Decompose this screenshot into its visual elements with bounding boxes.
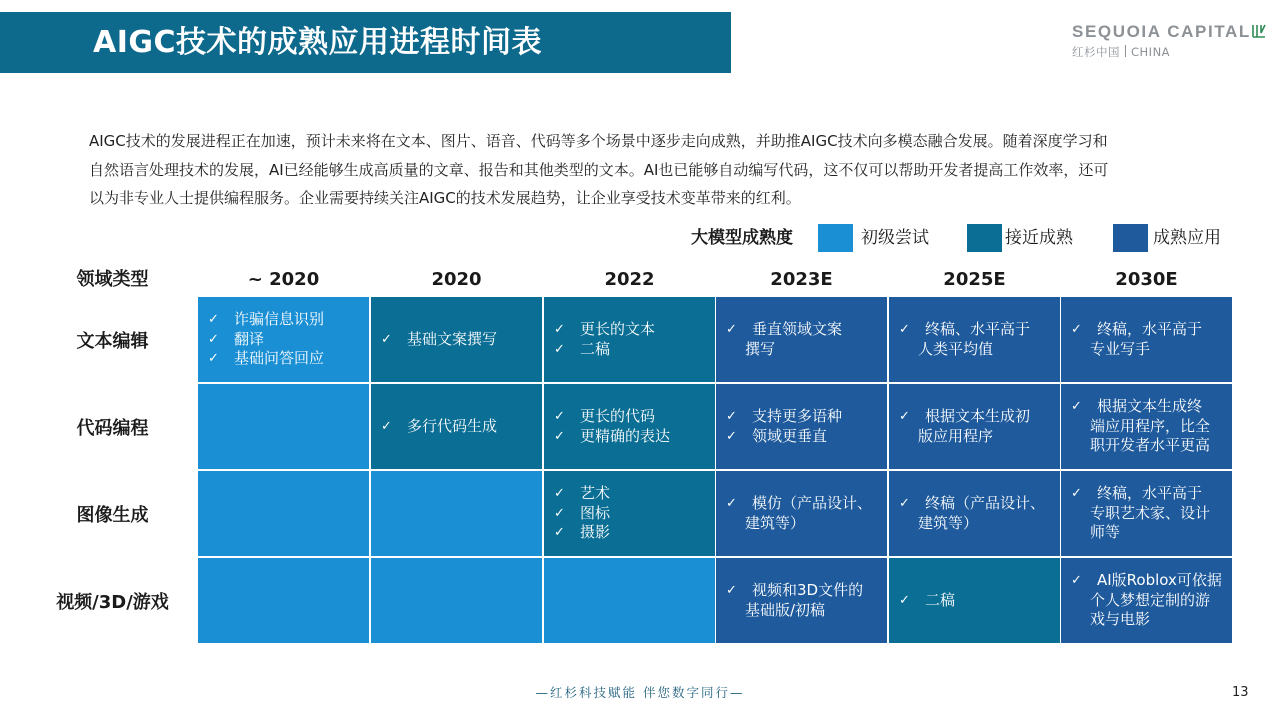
- page-number: 13: [1232, 685, 1249, 700]
- cell-item-text: 领域更垂直: [752, 426, 828, 445]
- row-header: 文本编辑: [76, 330, 149, 352]
- check-icon: ✓: [726, 496, 737, 511]
- cell-item-text: 版应用程序: [918, 426, 994, 445]
- intro-line: 以为非专业人士提供编程服务。企业需要持续关注AIGC的技术发展趋势，让企业享受技术变革带来的红利。: [89, 189, 801, 207]
- table-cell: [1061, 558, 1232, 643]
- legend-swatch-initial: [818, 224, 853, 252]
- row-header: 代码编程: [76, 417, 149, 439]
- cell-item-text: 终稿、水平高于: [925, 320, 1031, 338]
- logo-subtitle: [1072, 44, 1170, 60]
- check-icon: ✓: [899, 592, 910, 608]
- cell-item: [208, 330, 361, 350]
- column-header: 2030E: [1115, 269, 1178, 290]
- legend-swatch-mature: [1113, 224, 1148, 252]
- cell-item: [554, 427, 707, 447]
- cell-item-text: 模仿（产品设计、: [752, 494, 873, 512]
- check-icon: ✓: [899, 322, 910, 337]
- table-cell: [716, 558, 887, 643]
- table-cell: [371, 471, 542, 556]
- table-cell: [889, 471, 1060, 556]
- table-cell: [544, 471, 715, 556]
- cell-item-text: 二稿: [925, 590, 956, 609]
- check-icon: ✓: [726, 428, 737, 444]
- cell-item: [554, 523, 707, 543]
- column-header: 2025E: [943, 269, 1006, 290]
- table-cell: [544, 558, 715, 643]
- cell-item-text: 师等: [1090, 523, 1121, 542]
- cell-item: [1071, 397, 1224, 417]
- title-bar: [0, 12, 731, 73]
- sequoia-logo: [1072, 22, 1262, 62]
- cell-item: [726, 320, 879, 340]
- table-cell: [1061, 384, 1232, 469]
- cell-item: [899, 494, 1052, 514]
- logo-sub-cn: 红杉中国: [1072, 45, 1120, 59]
- table-cell: [716, 384, 887, 469]
- cell-item-text: 终稿（产品设计、: [925, 494, 1046, 512]
- cell-item: [1071, 484, 1224, 504]
- cell-item-text: 终稿，水平高于: [1097, 484, 1203, 503]
- logo-divider: [1125, 45, 1126, 57]
- table-cell: [889, 558, 1060, 643]
- table-cell: [371, 297, 542, 382]
- cell-item: [1071, 417, 1224, 437]
- cell-item: [1071, 504, 1224, 524]
- cell-item: [1071, 571, 1224, 591]
- cell-item: [554, 320, 707, 340]
- cell-item: [554, 407, 707, 427]
- cell-item-text: 撰写: [745, 339, 776, 358]
- check-icon: ✓: [554, 341, 565, 357]
- cell-item-text: 更长的代码: [580, 407, 656, 425]
- cell-item-text: 人类平均值: [918, 339, 994, 358]
- cell-item-text: 建筑等）: [918, 513, 979, 532]
- cell-item-text: 摄影: [580, 523, 611, 542]
- cell-item-text: 更精确的表达: [580, 426, 671, 445]
- cell-item: [726, 494, 879, 514]
- logo-wordmark: SEQUOIA CAPITAL: [1072, 22, 1251, 41]
- row-header: 图像生成: [76, 504, 149, 526]
- table-cell: [716, 471, 887, 556]
- cell-item: [726, 601, 879, 621]
- check-icon: ✓: [726, 322, 737, 337]
- cell-item: [726, 407, 879, 427]
- logo-sub-en: CHINA: [1131, 45, 1171, 59]
- cell-item-text: 图标: [580, 503, 611, 522]
- check-icon: ✓: [726, 409, 737, 424]
- cell-item-text: 翻译: [234, 329, 265, 348]
- legend-label-initial: 初级尝试: [861, 228, 929, 248]
- cell-item-text: 建筑等）: [745, 513, 806, 532]
- cell-item: [554, 504, 707, 524]
- check-icon: ✓: [726, 583, 737, 598]
- cell-item: [726, 514, 879, 534]
- cell-item: [726, 340, 879, 360]
- cell-item-text: 戏与电影: [1090, 610, 1151, 629]
- cell-item-text: 垂直领域文案: [752, 320, 843, 338]
- check-icon: ✓: [208, 312, 219, 328]
- cell-item-text: 终稿，水平高于: [1097, 320, 1203, 338]
- row-header: 视频/3D/游戏: [56, 591, 169, 613]
- cell-item: [381, 417, 534, 437]
- cell-item-text: 基础问答回应: [234, 349, 325, 368]
- table-cell: [198, 558, 369, 643]
- page-title: AIGC技术的成熟应用进程时间表: [93, 25, 543, 60]
- table-cell: [1061, 297, 1232, 382]
- cell-item-text: 基础文案撰写: [407, 329, 498, 348]
- check-icon: ✓: [554, 486, 565, 502]
- cell-item-text: AI版Roblox可依据: [1097, 571, 1222, 590]
- legend-title: 大模型成熟度: [691, 228, 793, 248]
- cell-item: [899, 407, 1052, 427]
- cell-item: [899, 320, 1052, 340]
- check-icon: ✓: [899, 409, 910, 424]
- legend-label-mature: 成熟应用: [1153, 228, 1221, 248]
- legend-swatch-near-mature: [967, 224, 1002, 252]
- cell-item-text: 诈骗信息识别: [234, 310, 325, 329]
- cell-item: [1071, 320, 1224, 340]
- cell-item-text: 艺术: [580, 484, 611, 503]
- cell-item: [726, 427, 879, 447]
- table-cell: [371, 384, 542, 469]
- cell-item-text: 支持更多语种: [752, 407, 843, 425]
- column-header: ~ 2020: [247, 269, 320, 290]
- intro-line: 自然语言处理技术的发展，AI已经能够生成高质量的文章、报告和其他类型的文本。AI也已能够自动编写代码，这不仅可以帮助开发者提高工作效率，还可: [89, 160, 1109, 179]
- cell-item-text: 更长的文本: [580, 320, 656, 338]
- cell-item-text: 二稿: [580, 339, 611, 358]
- cell-item: [208, 310, 361, 330]
- cell-item: [1071, 340, 1224, 360]
- check-icon: ✓: [554, 409, 565, 424]
- cell-item: [554, 340, 707, 360]
- cell-item-text: 视频和3D文件的: [752, 581, 864, 599]
- table-cell: [198, 297, 369, 382]
- cell-item-text: 根据文本生成初: [925, 407, 1031, 425]
- check-icon: ✓: [554, 322, 565, 337]
- cell-item-text: 基础版/初稿: [745, 600, 826, 619]
- table-cell: [198, 471, 369, 556]
- cell-item: [1071, 610, 1224, 630]
- cell-item-text: 专业写手: [1090, 339, 1151, 358]
- check-icon: ✓: [554, 428, 565, 444]
- check-icon: ✓: [1071, 399, 1082, 415]
- intro-line: AIGC技术的发展进程正在加速，预计未来将在文本、图片、语音、代码等多个场景中逐步走向成熟，并助推AIGC技术向多模态融合发展。随着深度学习和: [89, 132, 1108, 150]
- check-icon: ✓: [208, 331, 219, 347]
- sequoia-mark-icon: [1252, 24, 1266, 38]
- cell-item-text: 根据文本生成终: [1097, 397, 1203, 416]
- cell-item: [899, 340, 1052, 360]
- table-cell: [716, 297, 887, 382]
- check-icon: ✓: [1071, 486, 1082, 502]
- table-cell: [889, 384, 1060, 469]
- check-icon: ✓: [1071, 573, 1082, 589]
- cell-item-text: 端应用程序，比全: [1090, 416, 1211, 435]
- column-header: 2023E: [770, 269, 833, 290]
- cell-item: [554, 484, 707, 504]
- table-cell: [889, 297, 1060, 382]
- column-header: 2020: [431, 269, 482, 290]
- cell-item: [208, 349, 361, 369]
- check-icon: ✓: [381, 418, 392, 434]
- cell-item-text: 专职艺术家、设计: [1090, 503, 1211, 522]
- cell-item: [381, 330, 534, 350]
- cell-item: [1071, 523, 1224, 543]
- footer-slogan: —红杉科技赋能 伴您数字同行—: [535, 685, 745, 700]
- cell-item: [1071, 591, 1224, 611]
- check-icon: ✓: [208, 351, 219, 367]
- check-icon: ✓: [554, 505, 565, 521]
- table-cell: [544, 297, 715, 382]
- column-header: 2022: [604, 269, 655, 290]
- check-icon: ✓: [381, 331, 392, 347]
- table-corner-header: 领域类型: [76, 269, 149, 290]
- check-icon: ✓: [554, 525, 565, 541]
- table-cell: [371, 558, 542, 643]
- cell-item: [899, 514, 1052, 534]
- cell-item: [899, 591, 1052, 611]
- check-icon: ✓: [1071, 322, 1082, 337]
- legend-label-near-mature: 接近成熟: [1005, 228, 1073, 248]
- check-icon: ✓: [899, 496, 910, 511]
- cell-item-text: 职开发者水平更高: [1090, 436, 1211, 455]
- cell-item: [726, 581, 879, 601]
- cell-item: [899, 427, 1052, 447]
- cell-item: [1071, 436, 1224, 456]
- table-cell: [544, 384, 715, 469]
- table-cell: [198, 384, 369, 469]
- table-cell: [1061, 471, 1232, 556]
- cell-item-text: 多行代码生成: [407, 416, 498, 435]
- intro-paragraph: [89, 127, 1189, 213]
- cell-item-text: 个人梦想定制的游: [1090, 590, 1211, 609]
